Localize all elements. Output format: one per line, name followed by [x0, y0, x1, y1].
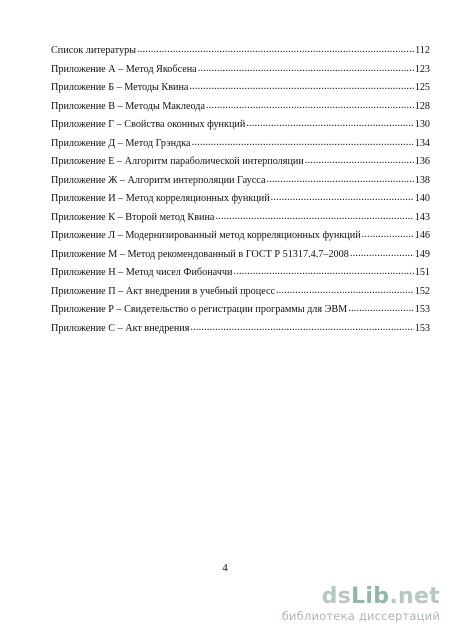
toc-entry[interactable]: [51, 79, 430, 98]
logo-part-ds: ds: [321, 584, 352, 609]
toc-entry-title: Приложение Р – Свидетельство о регистрации программы для ЭВМ: [51, 304, 348, 315]
toc-entry[interactable]: [51, 301, 430, 320]
toc-entry[interactable]: [51, 61, 430, 80]
toc-entry-page: 136: [414, 156, 430, 167]
logo-part-net: .net: [389, 584, 440, 609]
toc-dot-leader: [266, 171, 413, 190]
toc-dot-leader: [192, 134, 414, 153]
toc-entry-page: 134: [414, 137, 430, 149]
toc-dot-leader: [348, 300, 414, 319]
watermark: [282, 585, 440, 623]
toc-dot-leader: [189, 78, 413, 97]
toc-entry-page: 125: [414, 82, 430, 93]
toc-dot-leader: [271, 189, 414, 208]
toc-dot-leader: [276, 282, 414, 301]
toc-entry-title: Список литературы: [51, 45, 137, 56]
watermark-tagline: библиотека диссертаций: [281, 609, 440, 623]
toc-entry[interactable]: [51, 227, 430, 246]
page-number: 4: [222, 562, 228, 574]
toc-dot-leader: [233, 263, 413, 282]
toc-entry-title: Приложение В – Методы Маклеода: [51, 100, 205, 112]
toc-entry-page: 151: [414, 267, 430, 278]
toc-entry[interactable]: [51, 209, 430, 228]
toc-entry[interactable]: [51, 135, 430, 154]
toc-entry[interactable]: [51, 320, 430, 339]
toc-dot-leader: [305, 152, 414, 171]
toc-entry[interactable]: [51, 172, 430, 191]
toc-entry-title: Приложение Ж – Алгоритм интерполяции Гаусса: [51, 174, 266, 186]
toc-entry[interactable]: [51, 153, 430, 172]
toc-entry-title: Приложение М – Метод рекомендованный в ГОСТ Р 51317.4.7–2008: [51, 248, 349, 260]
toc-dot-leader: [190, 319, 413, 338]
toc-entry-title: Приложение Л – Модернизированный метод корреляционных функций: [51, 230, 361, 241]
toc-dot-leader: [137, 41, 414, 60]
toc-entry-title: Приложение И – Метод корреляционных функций: [51, 193, 270, 204]
toc-entry-page: 149: [414, 248, 430, 260]
toc-entry[interactable]: [51, 98, 430, 117]
toc-entry[interactable]: [51, 116, 430, 135]
toc-entry-page: 128: [414, 100, 430, 112]
toc-entry-page: 153: [414, 322, 430, 334]
toc-entry[interactable]: [51, 264, 430, 283]
toc-entry-title: Приложение Б – Методы Квина: [51, 82, 189, 93]
toc-dot-leader: [350, 245, 414, 264]
toc-entry-title: Приложение Н – Метод чисел Фибоначчи: [51, 267, 233, 278]
toc-entry-title: Приложение Д – Метод Грэндка: [51, 137, 191, 149]
toc-entry-title: Приложение Е – Алгоритм параболической интерполяции: [51, 156, 304, 167]
toc-entry-page: 112: [415, 45, 430, 56]
toc-dot-leader: [198, 60, 414, 79]
dslib-logo: [282, 585, 440, 609]
toc-dot-leader: [206, 97, 414, 116]
toc-dot-leader: [362, 226, 414, 245]
logo-part-lib: Lib: [351, 584, 390, 609]
toc-dot-leader: [215, 208, 413, 227]
toc-entry-title: Приложение П – Акт внедрения в учебный процесс: [51, 285, 276, 297]
toc-entry-title: Приложение А – Метод Якобсена: [51, 63, 197, 75]
table-of-contents: [51, 42, 430, 338]
toc-entry[interactable]: [51, 283, 430, 302]
toc-entry[interactable]: [51, 190, 430, 209]
toc-entry-page: 123: [414, 63, 430, 75]
toc-entry-title: Приложение Г – Свойства оконных функций: [51, 119, 246, 130]
toc-entry-title: Приложение С – Акт внедрения: [51, 322, 190, 334]
toc-entry[interactable]: [51, 42, 430, 61]
toc-entry-page: 130: [414, 119, 430, 130]
toc-entry[interactable]: [51, 246, 430, 265]
toc-dot-leader: [246, 115, 413, 134]
toc-entry-page: 152: [414, 285, 430, 297]
toc-entry-title: Приложение К – Второй метод Квина: [51, 211, 215, 223]
toc-entry-page: 153: [414, 304, 430, 315]
toc-entry-page: 140: [414, 193, 430, 204]
toc-entry-page: 143: [414, 211, 430, 223]
toc-entry-page: 138: [414, 174, 430, 186]
toc-entry-page: 146: [414, 230, 430, 241]
